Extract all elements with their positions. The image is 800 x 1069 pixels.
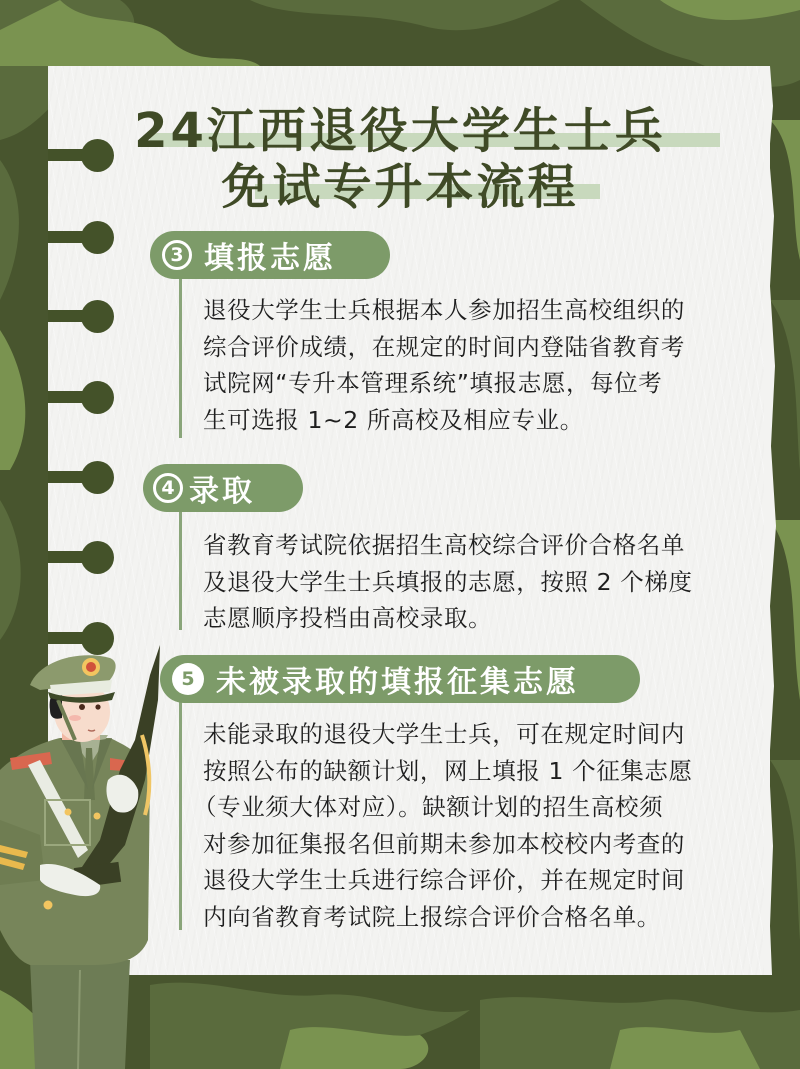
binder-hole [81, 221, 114, 254]
step-5-header [160, 655, 640, 703]
binder-hole [81, 381, 114, 414]
binder-hole [81, 300, 114, 333]
text-line: 退役大学生士兵进行综合评价，并在规定时间 [203, 866, 685, 894]
page-title-line-1: 24江西退役大学生士兵 [134, 103, 666, 159]
step-5-description [193, 716, 743, 935]
step-heading: 填报志愿 [204, 241, 336, 276]
text-line: 内向省教育考试院上报综合评价合格名单。 [203, 902, 661, 931]
page-title-line-2: 免试专升本流程 [221, 159, 579, 215]
text-line: 退役大学生士兵根据本人参加招生高校组织的 [203, 296, 685, 324]
text-line: 未能录取的退役大学生士兵，可在规定时间内 [203, 720, 685, 748]
soldier-illustration [0, 640, 170, 1069]
text-line: 对参加征集报名但前期未参加本校校内考查的 [203, 829, 685, 858]
step-3-description [203, 292, 743, 438]
timeline-line [179, 270, 182, 438]
text-line: 志愿顺序投档由高校录取。 [203, 604, 493, 632]
timeline-line [179, 695, 182, 930]
text-line: 按照公布的缺额计划，网上填报 1 个征集志愿 [203, 756, 693, 785]
binder-hole [81, 461, 114, 494]
timeline-line [179, 505, 182, 630]
step-number-badge: 4 [153, 473, 183, 503]
step-heading: 录取 [189, 474, 255, 509]
text-line: 省教育考试院依据招生高校综合评价合格名单 [203, 531, 685, 559]
step-number-badge: 5 [172, 663, 204, 695]
text-line: 试院网“专升本管理系统”填报志愿，每位考 [203, 369, 663, 397]
step-4-header [143, 464, 303, 512]
step-number-badge: 3 [162, 240, 192, 270]
text-line: （专业须大体对应）。缺额计划的招生高校须 [193, 793, 664, 821]
text-line: 生可选报 1~2 所高校及相应专业。 [203, 405, 584, 434]
step-3-header [150, 231, 390, 279]
step-4-description [203, 527, 743, 637]
text-line: 综合评价成绩，在规定的时间内登陆省教育考 [203, 332, 685, 361]
step-heading: 未被录取的填报征集志愿 [216, 665, 579, 700]
text-line: 及退役大学生士兵填报的志愿，按照 2 个梯度 [203, 567, 693, 596]
binder-hole [81, 541, 114, 574]
